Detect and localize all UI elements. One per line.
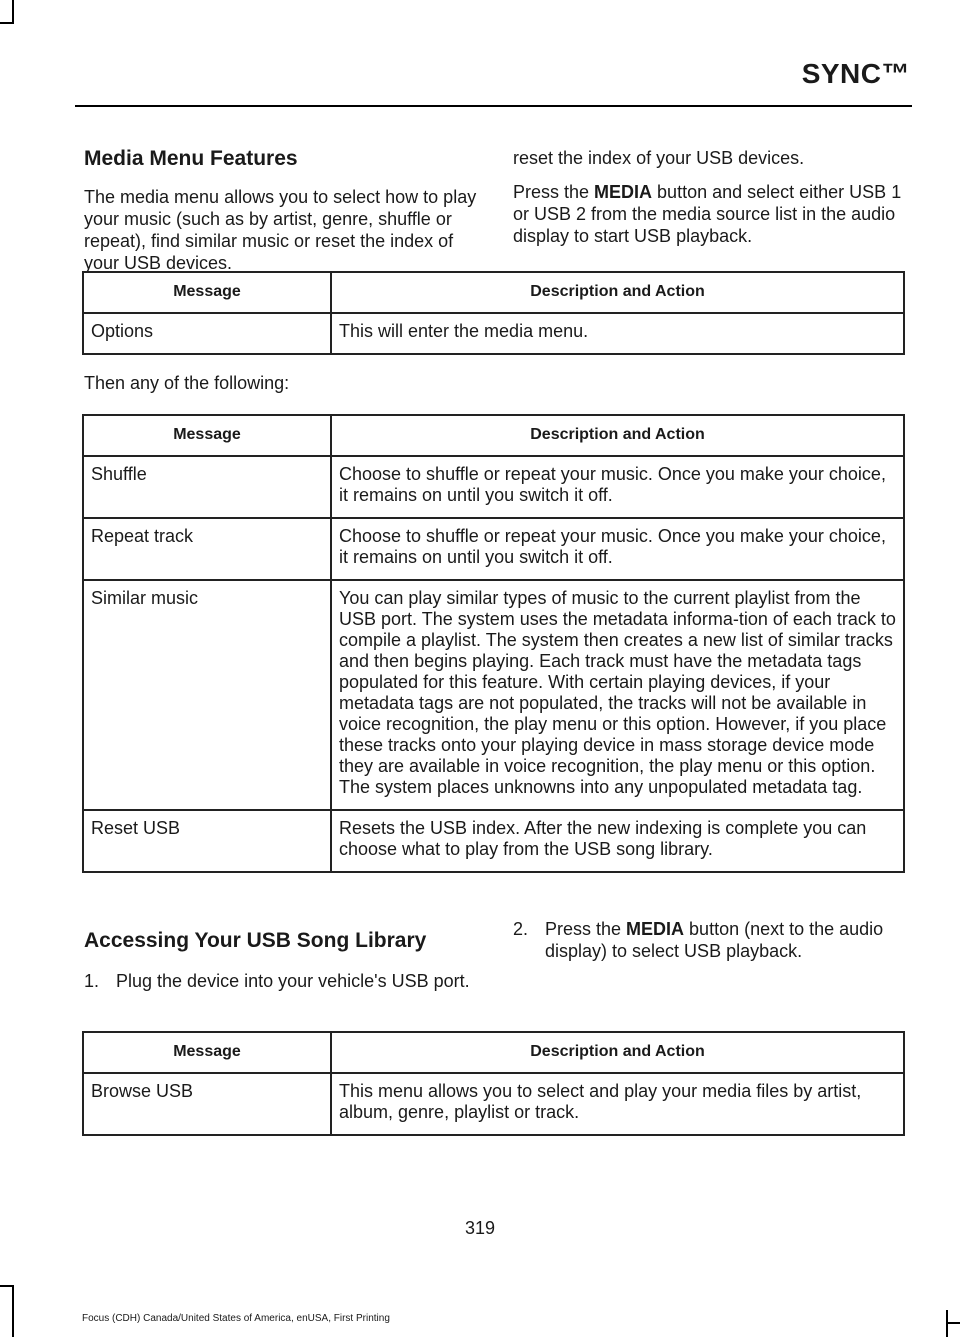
table-header-row bbox=[83, 272, 904, 313]
message-cell: Reset USB bbox=[83, 810, 331, 872]
list-item bbox=[84, 970, 479, 992]
description-cell: Choose to shuffle or repeat your music. Once you make your choice, it remains on until you switch it off. bbox=[331, 456, 904, 518]
description-cell: This menu allows you to select and play your media files by artist, album, genre, playlist or track. bbox=[331, 1073, 904, 1135]
message-cell: Shuffle bbox=[83, 456, 331, 518]
media-button-instruction: Press the MEDIA button and select either USB 1 or USB 2 from the media source list in the audio display to start USB playback. bbox=[513, 182, 902, 246]
table-row bbox=[83, 518, 904, 580]
section1-left-column bbox=[84, 146, 479, 273]
table-row bbox=[83, 810, 904, 872]
table-header-row bbox=[83, 1032, 904, 1073]
table-row bbox=[83, 1073, 904, 1135]
description-cell: Choose to shuffle or repeat your music. Once you make your choice, it remains on until you switch it off. bbox=[331, 518, 904, 580]
message-cell: Options bbox=[83, 313, 331, 354]
media-keyword: MEDIA bbox=[594, 182, 653, 202]
table-row bbox=[83, 456, 904, 518]
media-menu-intro: The media menu allows you to select how to play your music (such as by artist, genre, shuffle or repeat), find similar music or reset the index of your USB devices. bbox=[84, 187, 477, 273]
column-header-description: Description and Action bbox=[331, 272, 904, 313]
section2-left-column bbox=[84, 928, 479, 1000]
step-number: 1. bbox=[84, 971, 100, 991]
message-cell: Repeat track bbox=[83, 518, 331, 580]
media-options-table bbox=[82, 414, 905, 873]
crop-mark-top-left-h bbox=[0, 22, 14, 24]
footer-text: Focus (CDH) Canada/United States of America, enUSA, First Printing bbox=[82, 1313, 390, 1324]
crop-mark-bottom-left-v bbox=[12, 1285, 14, 1337]
table-header-row bbox=[83, 415, 904, 456]
column-header-description: Description and Action bbox=[331, 1032, 904, 1073]
options-table bbox=[82, 271, 905, 355]
then-following-text: Then any of the following: bbox=[84, 373, 290, 393]
steps-list-part2 bbox=[513, 918, 908, 962]
browse-usb-table bbox=[82, 1031, 905, 1136]
message-cell: Similar music bbox=[83, 580, 331, 810]
table-row bbox=[83, 313, 904, 354]
media-menu-intro-continuation: reset the index of your USB devices. bbox=[513, 148, 805, 168]
section2-right-column bbox=[513, 918, 908, 970]
step-text: Press the MEDIA button (next to the audio display) to select USB playback. bbox=[545, 919, 884, 961]
section1-right-column bbox=[513, 147, 908, 259]
header-divider bbox=[75, 105, 912, 107]
description-cell: You can play similar types of music to the current playlist from the USB port. The system uses the metadata informa-tion of each track to compile a playlist. The system then creates a new list of similar tracks and then begins playing. Each track must have the metadata tags populated for this feature. With certain playing devices, if your metadata tags are not populated, the tracks will not be available in voice recognition, the play menu or this option. However, if you place these tracks onto your playing device in mass storage device mode they are available in voice recognition, the play menu or this option. The system places unknowns into any unpopulated metadata tag. bbox=[331, 580, 904, 810]
column-header-description: Description and Action bbox=[331, 415, 904, 456]
column-header-message: Message bbox=[83, 415, 331, 456]
description-cell: This will enter the media menu. bbox=[331, 313, 904, 354]
crop-mark-top-left-v bbox=[12, 0, 14, 24]
list-item bbox=[513, 918, 908, 962]
crop-mark-bottom-right-h bbox=[946, 1322, 960, 1324]
step-text: Plug the device into your vehicle's USB port. bbox=[116, 971, 470, 991]
section-heading-usb-library: Accessing Your USB Song Library bbox=[84, 929, 427, 952]
media-keyword: MEDIA bbox=[626, 919, 685, 939]
message-cell: Browse USB bbox=[83, 1073, 331, 1135]
crop-mark-bottom-left-h bbox=[0, 1285, 14, 1287]
table-row bbox=[83, 580, 904, 810]
column-header-message: Message bbox=[83, 272, 331, 313]
step-number: 2. bbox=[513, 919, 529, 939]
column-header-message: Message bbox=[83, 1032, 331, 1073]
description-cell: Resets the USB index. After the new indexing is complete you can choose what to play from the USB song library. bbox=[331, 810, 904, 872]
steps-list-part1 bbox=[84, 970, 479, 992]
section-heading-media-menu: Media Menu Features bbox=[84, 147, 298, 170]
page-number: 319 bbox=[464, 1218, 496, 1238]
page-title: SYNC™ bbox=[801, 58, 910, 89]
